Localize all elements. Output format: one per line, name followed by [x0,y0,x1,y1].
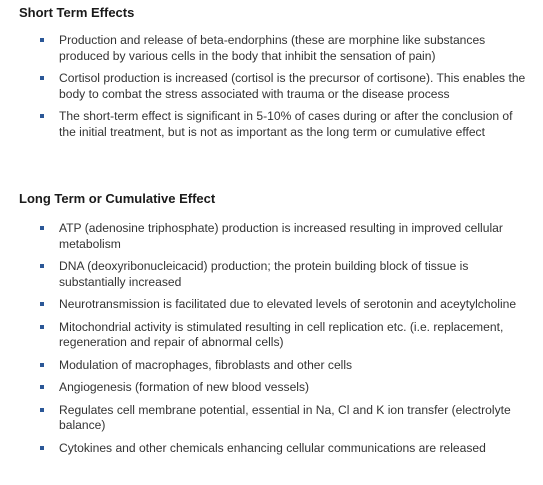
square-bullet-icon [40,38,44,42]
short-term-heading: Short Term Effects [19,5,135,20]
square-bullet-icon [40,408,44,412]
square-bullet-icon [40,226,44,230]
list-item-text: Neurotransmission is facilitated due to elevated levels of serotonin and aceytylcholine [59,297,517,311]
square-bullet-icon [40,264,44,268]
list-item [40,441,530,457]
list-item [40,320,530,351]
list-item [40,358,530,374]
list-item [40,33,530,64]
long-term-list [40,221,530,463]
list-item-text: ATP (adenosine triphosphate) production is increased resulting in improved cellular metabolism [59,221,503,251]
list-item-text: Regulates cell membrane potential, essential in Na, Cl and K ion transfer (electrolyte balance) [59,402,511,432]
list-item [40,297,530,313]
list-item [40,403,530,434]
list-item [40,71,530,102]
list-item-text: The short-term effect is significant in 5-10% of cases during or after the conclusion of the initial treatment, but is not as important as the long term or cumulative effect [59,109,513,139]
list-item-text: Modulation of macrophages, fibroblasts and other cells [59,357,353,372]
list-item-text: Cytokines and other chemicals enhancing cellular communications are released [59,440,486,455]
square-bullet-icon [40,76,44,80]
long-term-heading: Long Term or Cumulative Effect [19,191,216,206]
list-item-text: Production and release of beta-endorphins (these are morphine like substances produced by various cells in the body that inhibit the sensation of pain) [59,33,486,63]
square-bullet-icon [40,114,44,118]
list-item [40,221,530,252]
square-bullet-icon [40,446,44,450]
short-term-list [40,33,530,147]
square-bullet-icon [40,363,44,367]
list-item-text: Angiogenesis (formation of new blood vessels) [59,380,310,394]
list-item [40,259,530,290]
square-bullet-icon [40,325,44,329]
square-bullet-icon [40,302,44,306]
square-bullet-icon [40,385,44,389]
list-item [40,380,530,396]
list-item-text: Cortisol production is increased (cortisol is the precursor of cortisone). This enables the body to combat the stress associated with trauma or the disease process [59,71,526,101]
list-item-text: DNA (deoxyribonucleicacid) production; the protein building block of tissue is substantially increased [59,259,469,289]
list-item [40,109,530,140]
list-item-text: Mitochondrial activity is stimulated resulting in cell replication etc. (i.e. replacement, regeneration and repair of abnormal cells) [59,319,504,349]
